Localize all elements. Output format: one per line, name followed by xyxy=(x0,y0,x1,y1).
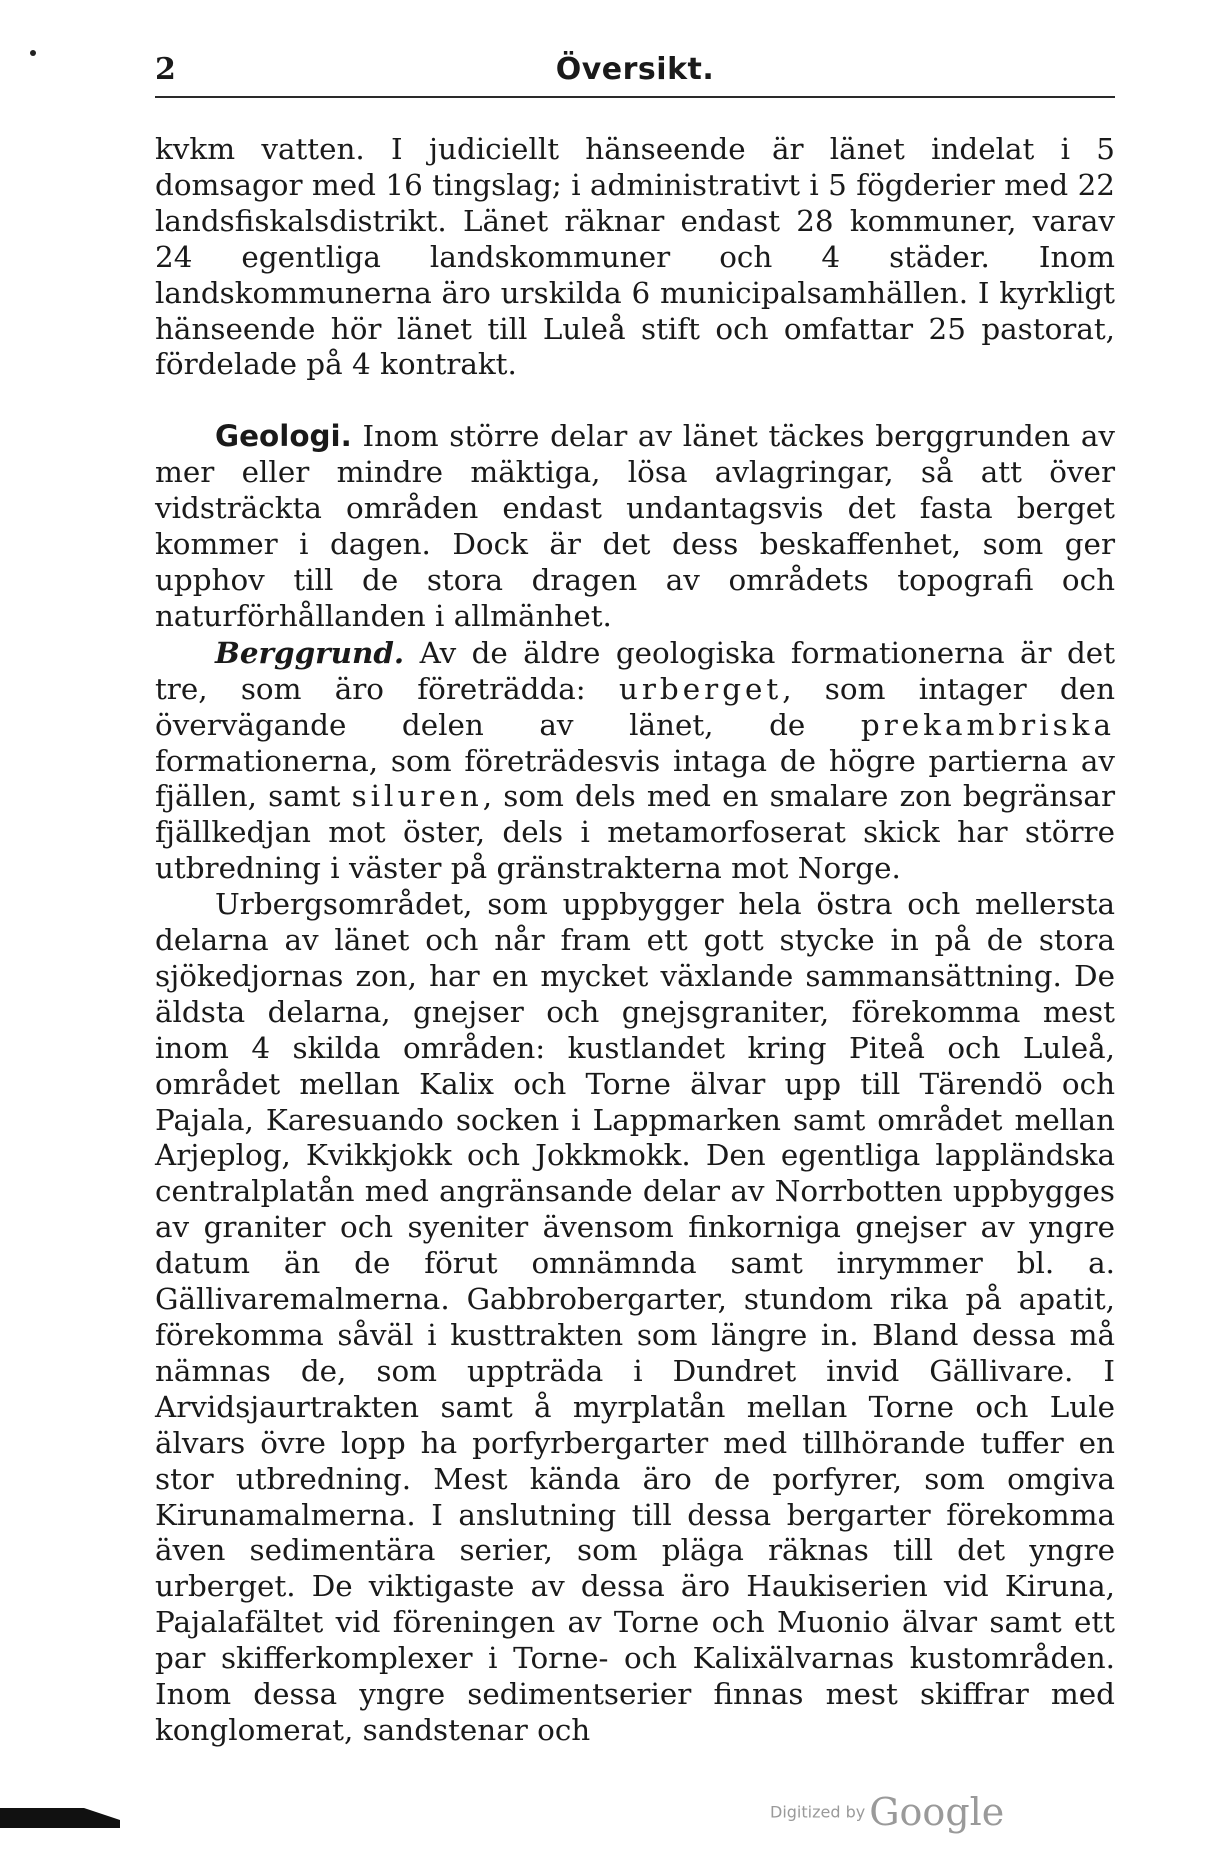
term-siluren: siluren xyxy=(351,779,483,814)
book-page xyxy=(155,40,1115,1780)
paragraph-geologi xyxy=(155,419,1115,634)
page-header xyxy=(155,40,1115,96)
paragraph-berggrund xyxy=(155,635,1115,887)
term-urberget: urberget xyxy=(618,671,783,706)
scan-edge-mark xyxy=(0,1808,120,1828)
google-logo-text: Google xyxy=(869,1790,1005,1834)
paragraph-geologi-text: Inom större delar av länet täckes berggrunden av mer eller mindre mäktiga, lösa avlagringar, så att över vidsträckta områden endast undantagsvis det fasta berget kommer i dagen. Dock är det dess beskaffenhet, som ger upphov till de stora dragen av områdets topografi och naturförhållanden i allmänhet. xyxy=(155,419,1116,633)
section-gap xyxy=(155,383,1115,419)
berggrund-text-a: Av de äldre geologiska formationerna är det tre, som äro företrädda: xyxy=(155,635,1116,706)
page-number: 2 xyxy=(155,52,176,87)
running-title: Översikt. xyxy=(555,52,715,87)
subsection-heading-berggrund: Berggrund. xyxy=(215,634,405,670)
digitized-watermark xyxy=(770,1790,1004,1834)
paragraph-administration: kvkm vatten. I judiciellt hänseende är länet indelat i 5 domsagor med 16 tingslag; i administrativt i 5 fögderier med 22 landsfiskalsdistrikt. Länet räknar endast 28 kommuner, varav 24 egentliga landskommuner och 4 städer. Inom landskommunerna äro urskilda 6 municipalsamhällen. I kyrkligt hänseende hör länet till Luleå stift och omfattar 25 pastorat, fördelade på 4 kontrakt. xyxy=(155,132,1115,382)
term-prekambriska: prekambriska xyxy=(860,707,1116,742)
berggrund-text-b: , som intager den övervägande delen av länet, de xyxy=(155,671,1115,742)
section-heading-geologi: Geologi. xyxy=(215,419,352,454)
header-rule xyxy=(155,96,1115,98)
body-text xyxy=(155,132,1115,1749)
berggrund-text-c: formationerna, som företrädesvis intaga de högre partierna av fjällen, samt xyxy=(155,743,1115,814)
scan-dot-mark xyxy=(30,50,36,56)
berggrund-text-d: , som dels med en smalare zon begränsar fjällkedjan mot öster, dels i metamorfoserat skick har större utbredning i väster på gränstrakterna mot Norge. xyxy=(155,779,1116,886)
watermark-small-text: Digitized by xyxy=(770,1802,866,1822)
paragraph-urbergsomradet: Urbergsområdet, som uppbygger hela östra och mellersta delarna av länet och når fram ett gott stycke in på de stora sjökedjornas zon, har en mycket växlande sammansättning. De äldsta delarna, gnejser och gnejsgraniter, förekomma mest inom 4 skilda områden: kustlandet kring Piteå och Luleå, området mellan Kalix och Torne älvar upp till Tärendö och Pajala, Karesuando socken i Lappmarken samt området mellan Arjeplog, Kvikkjokk och Jokkmokk. Den egentliga lappländska centralplatån med angränsande delar av Norrbotten uppbygges av graniter och syeniter ävensom finkorniga gnejser av yngre datum än de förut omnämnda samt inrymmer bl. a. Gällivaremalmerna. Gabbrobergarter, stundom rika på apatit, förekomma såväl i kusttrakten som längre in. Bland dessa må nämnas de, som uppträda i Dundret invid Gällivare. I Arvidsjaurtrakten samt å myrplatån mellan Torne och Lule älvars övre lopp ha porfyrbergarter med tillhörande tuffer en stor utbredning. Mest kända äro de porfyrer, som omgiva Kirunamalmerna. I anslutning till dessa bergarter förekomma även sedimentära serier, som pläga räknas till det yngre urberget. De viktigaste av dessa äro Haukiserien vid Kiruna, Pajalafältet vid föreningen av Torne och Muonio älvar samt ett par skifferkomplexer i Torne- och Kalixälvarnas kustområden. Inom dessa yngre sedimentserier finnas mest skiffrar med konglomerat, sandstenar och xyxy=(155,887,1115,1747)
